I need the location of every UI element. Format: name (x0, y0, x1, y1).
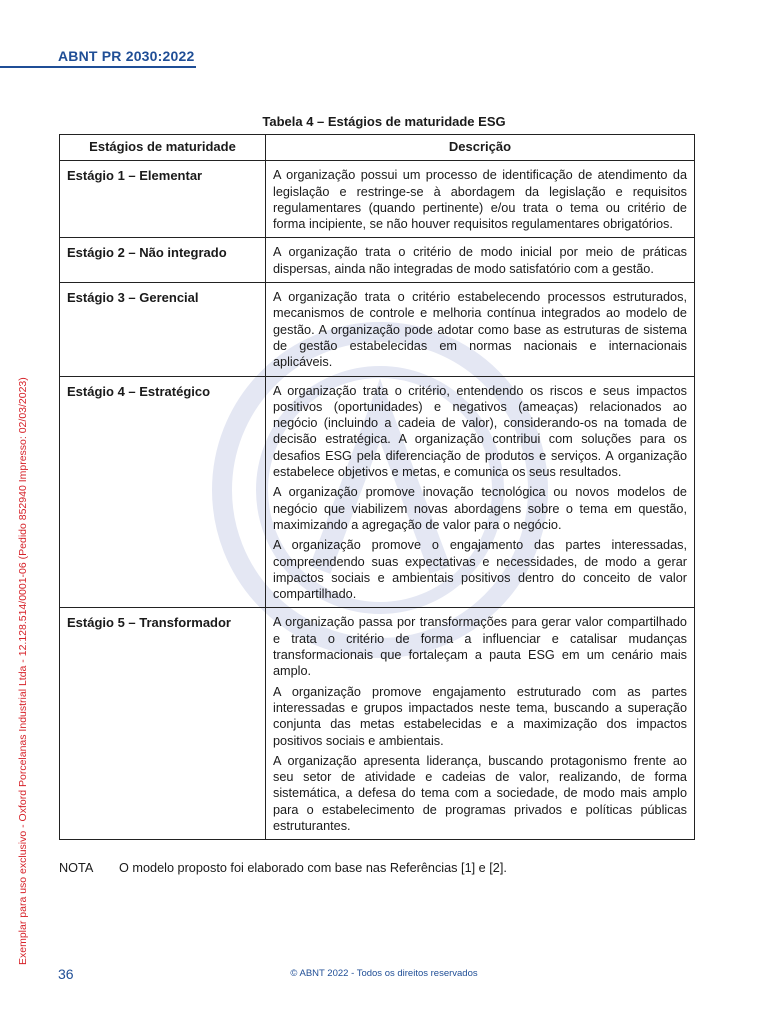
stage-name: Estágio 1 – Elementar (60, 161, 266, 238)
description-paragraph: A organização apresenta liderança, buscando protagonismo frente ao seu setor de atividade e cadeias de valor, realizando, de forma sistemática, a defesa do tema com a sociedade, de modo mais amplo para o estabelecimento de programas privados e políticas públicas estruturantes. (273, 753, 687, 833)
stage-name: Estágio 4 – Estratégico (60, 376, 266, 608)
stage-name: Estágio 2 – Não integrado (60, 238, 266, 283)
stage-description (266, 608, 695, 840)
table-row (60, 376, 695, 608)
page-number: 36 (58, 966, 74, 982)
table-row (60, 161, 695, 238)
description-paragraph: A organização possui um processo de identificação de atendimento da legislação e restringe-se à abordagem da legislação e requisitos regulamentares (quando pertinente) e/ou trata o tema ou critério de forma incipiente, se não houver requisitos regulamentares obrigatórios. (273, 168, 687, 232)
stage-description (266, 238, 695, 283)
table-note (59, 861, 507, 875)
column-header-description: Descrição (266, 135, 695, 161)
table-row (60, 283, 695, 376)
description-paragraph: A organização trata o critério, entendendo os riscos e seus impactos positivos (oportunidades) e negativos (ameaças) relacionados ao negócio (incluindo a cadeia de valor), considerando-os na tomada de decisão estratégica. A organização contribui com soluções para os desafios ESG pela diferenciação de produtos e serviços. A organização estabelece objetivos e metas, e comunica os seus resultados. (273, 383, 687, 480)
license-notice: Exemplar para uso exclusivo - Oxford Porcelanas Industrial Ltda - 12.128.514/0001-06 (Pedido 852940 Impresso: 02/03/2023) (17, 377, 29, 965)
stage-description (266, 376, 695, 608)
description-paragraph: A organização passa por transformações para gerar valor compartilhado e trata o critério de forma a influenciar e catalisar mudanças transformacionais que fortaleçam a pauta ESG em um cenário mais amplo. (273, 615, 687, 679)
stage-name: Estágio 5 – Transformador (60, 608, 266, 840)
stage-name: Estágio 3 – Gerencial (60, 283, 266, 376)
document-code: ABNT PR 2030:2022 (58, 48, 195, 64)
note-label: NOTA (59, 861, 94, 875)
stage-description (266, 283, 695, 376)
table-row (60, 608, 695, 840)
description-paragraph: A organização trata o critério de modo inicial por meio de práticas dispersas, ainda não integradas de modo satisfatório com a gestão. (273, 245, 687, 276)
description-paragraph: A organização promove inovação tecnológica ou novos modelos de negócio que viabilizem novas abordagens sobre o tema em questão, maximizando a agregação de valor para o negócio. (273, 485, 687, 532)
description-paragraph: A organização promove engajamento estruturado com as partes interessadas e grupos impactados neste tema, buscando a superação conjunta das metas estabelecidas e a maximização dos impactos positivos sociais e ambientais. (273, 684, 687, 748)
table-header-row (60, 135, 695, 161)
maturity-table (59, 134, 695, 840)
copyright-footer: © ABNT 2022 - Todos os direitos reservados (290, 968, 478, 979)
note-text: O modelo proposto foi elaborado com base nas Referências [1] e [2]. (119, 861, 507, 875)
table-caption: Tabela 4 – Estágios de maturidade ESG (262, 114, 506, 129)
column-header-stage: Estágios de maturidade (60, 135, 266, 161)
stage-description (266, 161, 695, 238)
header-rule (0, 66, 196, 68)
description-paragraph: A organização trata o critério estabelecendo processos estruturados, mecanismos de controle e melhoria contínua integrados ao modelo de gestão. A organização pode adotar como base as estruturas de sistema de gestão estabelecidas em normas nacionais e internacionais aplicáveis. (273, 290, 687, 370)
table-row (60, 238, 695, 283)
description-paragraph: A organização promove o engajamento das partes interessadas, compreendendo suas expectativas e necessidades, de modo a gerar impactos sociais e ambientais positivos dentro do conceito de valor compartilhado. (273, 538, 687, 602)
